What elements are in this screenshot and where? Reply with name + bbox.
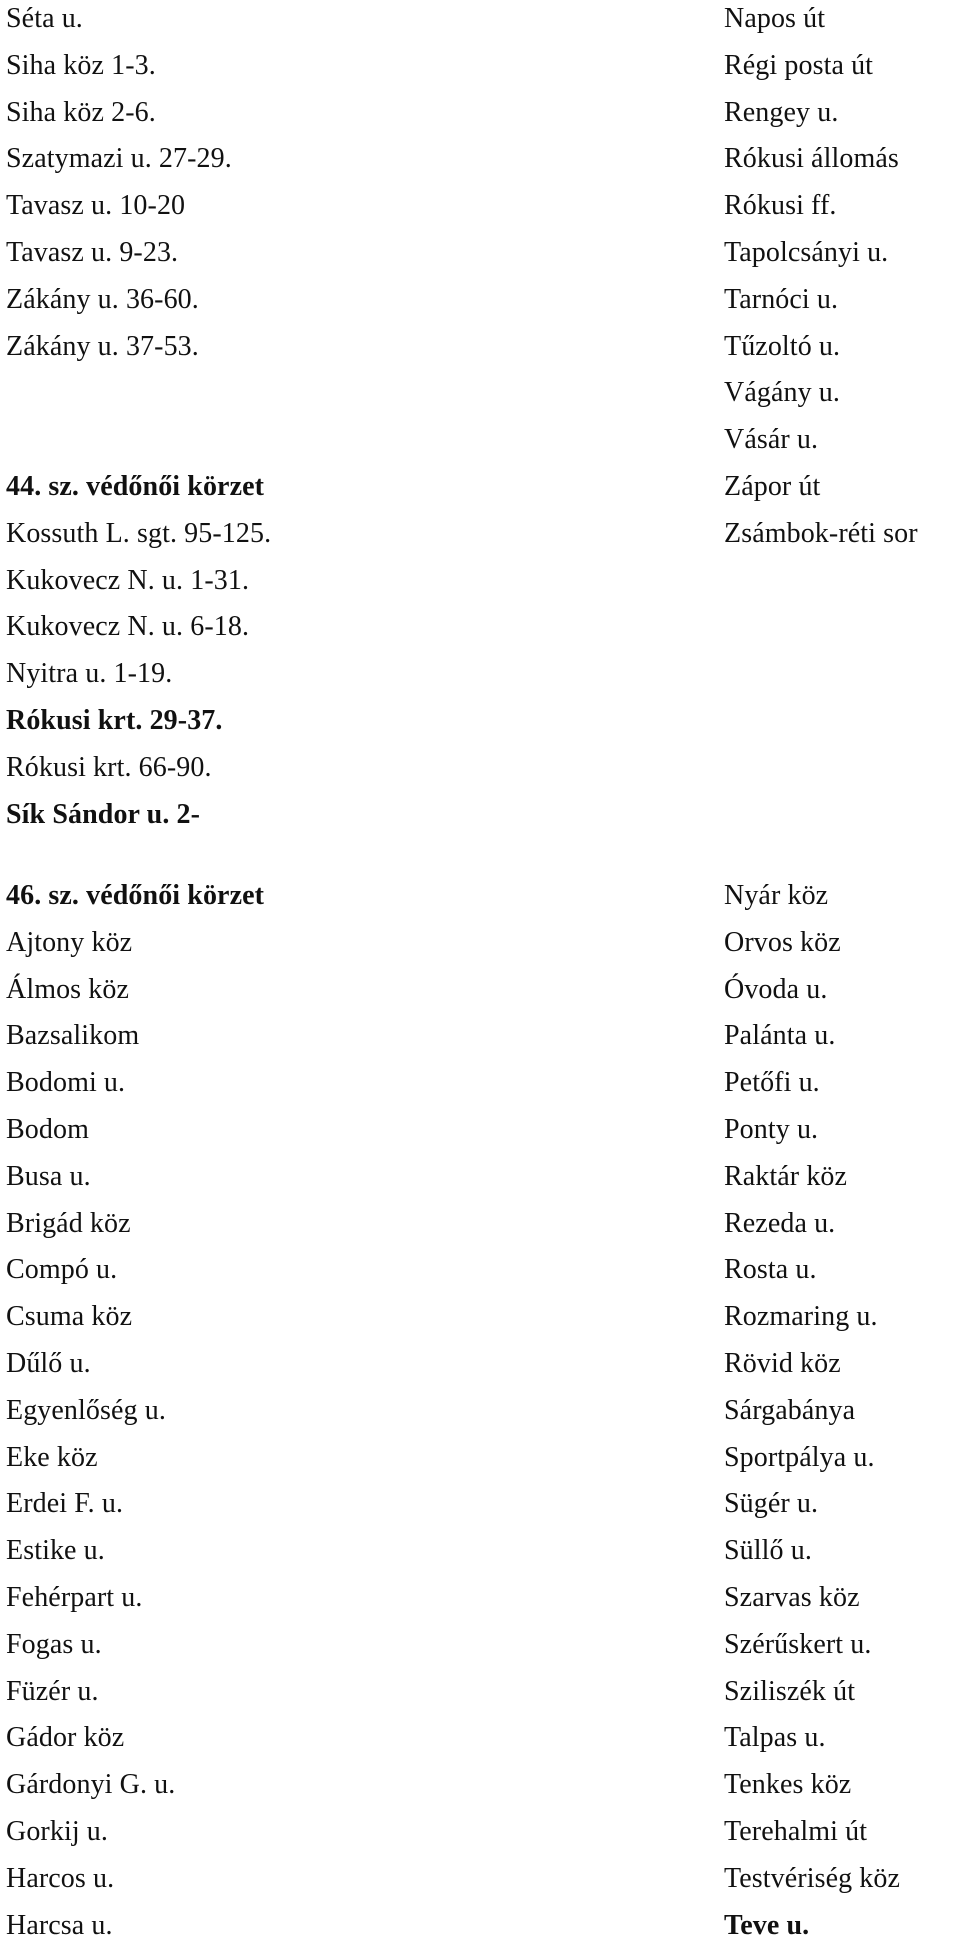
street-name: Tapolcsányi u. [724, 236, 889, 268]
street-name: Bodomi u. [6, 1067, 126, 1099]
street-name: Zákány u. 37-53. [6, 330, 199, 362]
street-name: Zákány u. 36-60. [6, 283, 199, 315]
street-name: Siha köz 2-6. [6, 96, 156, 128]
section-heading: 44. sz. védőnői körzet [6, 470, 265, 502]
street-name: Talpas u. [724, 1722, 826, 1754]
street-name: Rókusi állomás [724, 143, 899, 175]
section-heading: Rókusi krt. 29-37. [6, 704, 223, 736]
street-name: Eke köz [6, 1441, 98, 1473]
street-name: Petőfi u. [724, 1067, 820, 1099]
street-name: Vágány u. [724, 377, 840, 409]
street-name: Raktár köz [724, 1160, 848, 1192]
street-name: Terehalmi út [724, 1815, 868, 1847]
street-name: Ponty u. [724, 1113, 819, 1145]
street-name: Zsámbok-réti sor [724, 517, 918, 549]
blank-line [6, 370, 706, 417]
street-name: Régi posta út [724, 49, 874, 81]
street-name: Rövid köz [724, 1347, 841, 1379]
street-name: Bazsalikom [6, 1020, 140, 1052]
street-name: Gorkij u. [6, 1815, 109, 1847]
street-name: Óvoda u. [724, 973, 828, 1005]
street-name: Rókusi krt. 66-90. [6, 751, 212, 783]
street-name: Szérűskert u. [724, 1628, 872, 1660]
street-name: Tenkes köz [724, 1769, 852, 1801]
street-name: Nyitra u. 1-19. [6, 658, 173, 690]
right-column [724, 873, 960, 1949]
street-name: Harcos u. [6, 1862, 115, 1894]
blank-line [6, 417, 706, 464]
street-name: Vásár u. [724, 424, 819, 456]
street-name: Rókusi ff. [724, 190, 837, 222]
section-heading: Teve u. [724, 1909, 810, 1941]
street-name: Orvos köz [724, 926, 841, 958]
street-name: Sportpálya u. [724, 1441, 875, 1473]
street-name: Sárgabánya [724, 1394, 856, 1426]
street-name: Dűlő u. [6, 1347, 91, 1379]
street-name: Kossuth L. sgt. 95-125. [6, 517, 272, 549]
street-name: Zápor út [724, 470, 821, 502]
street-name: Csuma köz [6, 1301, 133, 1333]
street-name: Süllő u. [724, 1535, 812, 1567]
street-name: Tavasz u. 10-20 [6, 190, 186, 222]
street-name: Tűzoltó u. [724, 330, 841, 362]
section-heading: Sík Sándor u. 2- [6, 798, 201, 830]
street-name: Fehérpart u. [6, 1581, 143, 1613]
street-name: Harcsa u. [6, 1909, 113, 1941]
street-name: Álmos köz [6, 973, 130, 1005]
street-name: Egyenlőség u. [6, 1394, 166, 1426]
street-name: Kukovecz N. u. 1-31. [6, 564, 250, 596]
street-name: Szarvas köz [724, 1581, 860, 1613]
street-name: Erdei F. u. [6, 1488, 124, 1520]
street-name: Compó u. [6, 1254, 118, 1286]
street-name: Busa u. [6, 1160, 91, 1192]
street-name: Napos út [724, 3, 826, 34]
street-name: Kukovecz N. u. 6-18. [6, 611, 250, 643]
left-column [6, 873, 706, 1949]
street-name: Füzér u. [6, 1675, 99, 1707]
street-name: Siha köz 1-3. [6, 49, 156, 81]
street-name: Fogas u. [6, 1628, 102, 1660]
right-column [724, 0, 960, 558]
street-name: Tarnóci u. [724, 283, 839, 315]
street-name: Rezeda u. [724, 1207, 836, 1239]
section-heading: 46. sz. védőnői körzet [6, 880, 265, 911]
street-name: Estike u. [6, 1535, 105, 1567]
street-name: Sügér u. [724, 1488, 819, 1520]
street-name: Brigád köz [6, 1207, 131, 1239]
street-name: Rosta u. [724, 1254, 817, 1286]
street-name: Séta u. [6, 3, 83, 34]
street-name: Gádor köz [6, 1722, 125, 1754]
street-name: Testvériség köz [724, 1862, 901, 1894]
street-name: Bodom [6, 1113, 89, 1145]
street-name: Rengey u. [724, 96, 839, 128]
street-name: Rozmaring u. [724, 1301, 878, 1333]
street-name: Nyár köz [724, 880, 829, 911]
street-name: Ajtony köz [6, 926, 133, 958]
street-name: Gárdonyi G. u. [6, 1769, 176, 1801]
street-name: Palánta u. [724, 1020, 836, 1052]
street-name: Sziliszék út [724, 1675, 856, 1707]
street-name: Tavasz u. 9-23. [6, 236, 179, 268]
left-column [6, 0, 706, 838]
street-name: Szatymazi u. 27-29. [6, 143, 232, 175]
